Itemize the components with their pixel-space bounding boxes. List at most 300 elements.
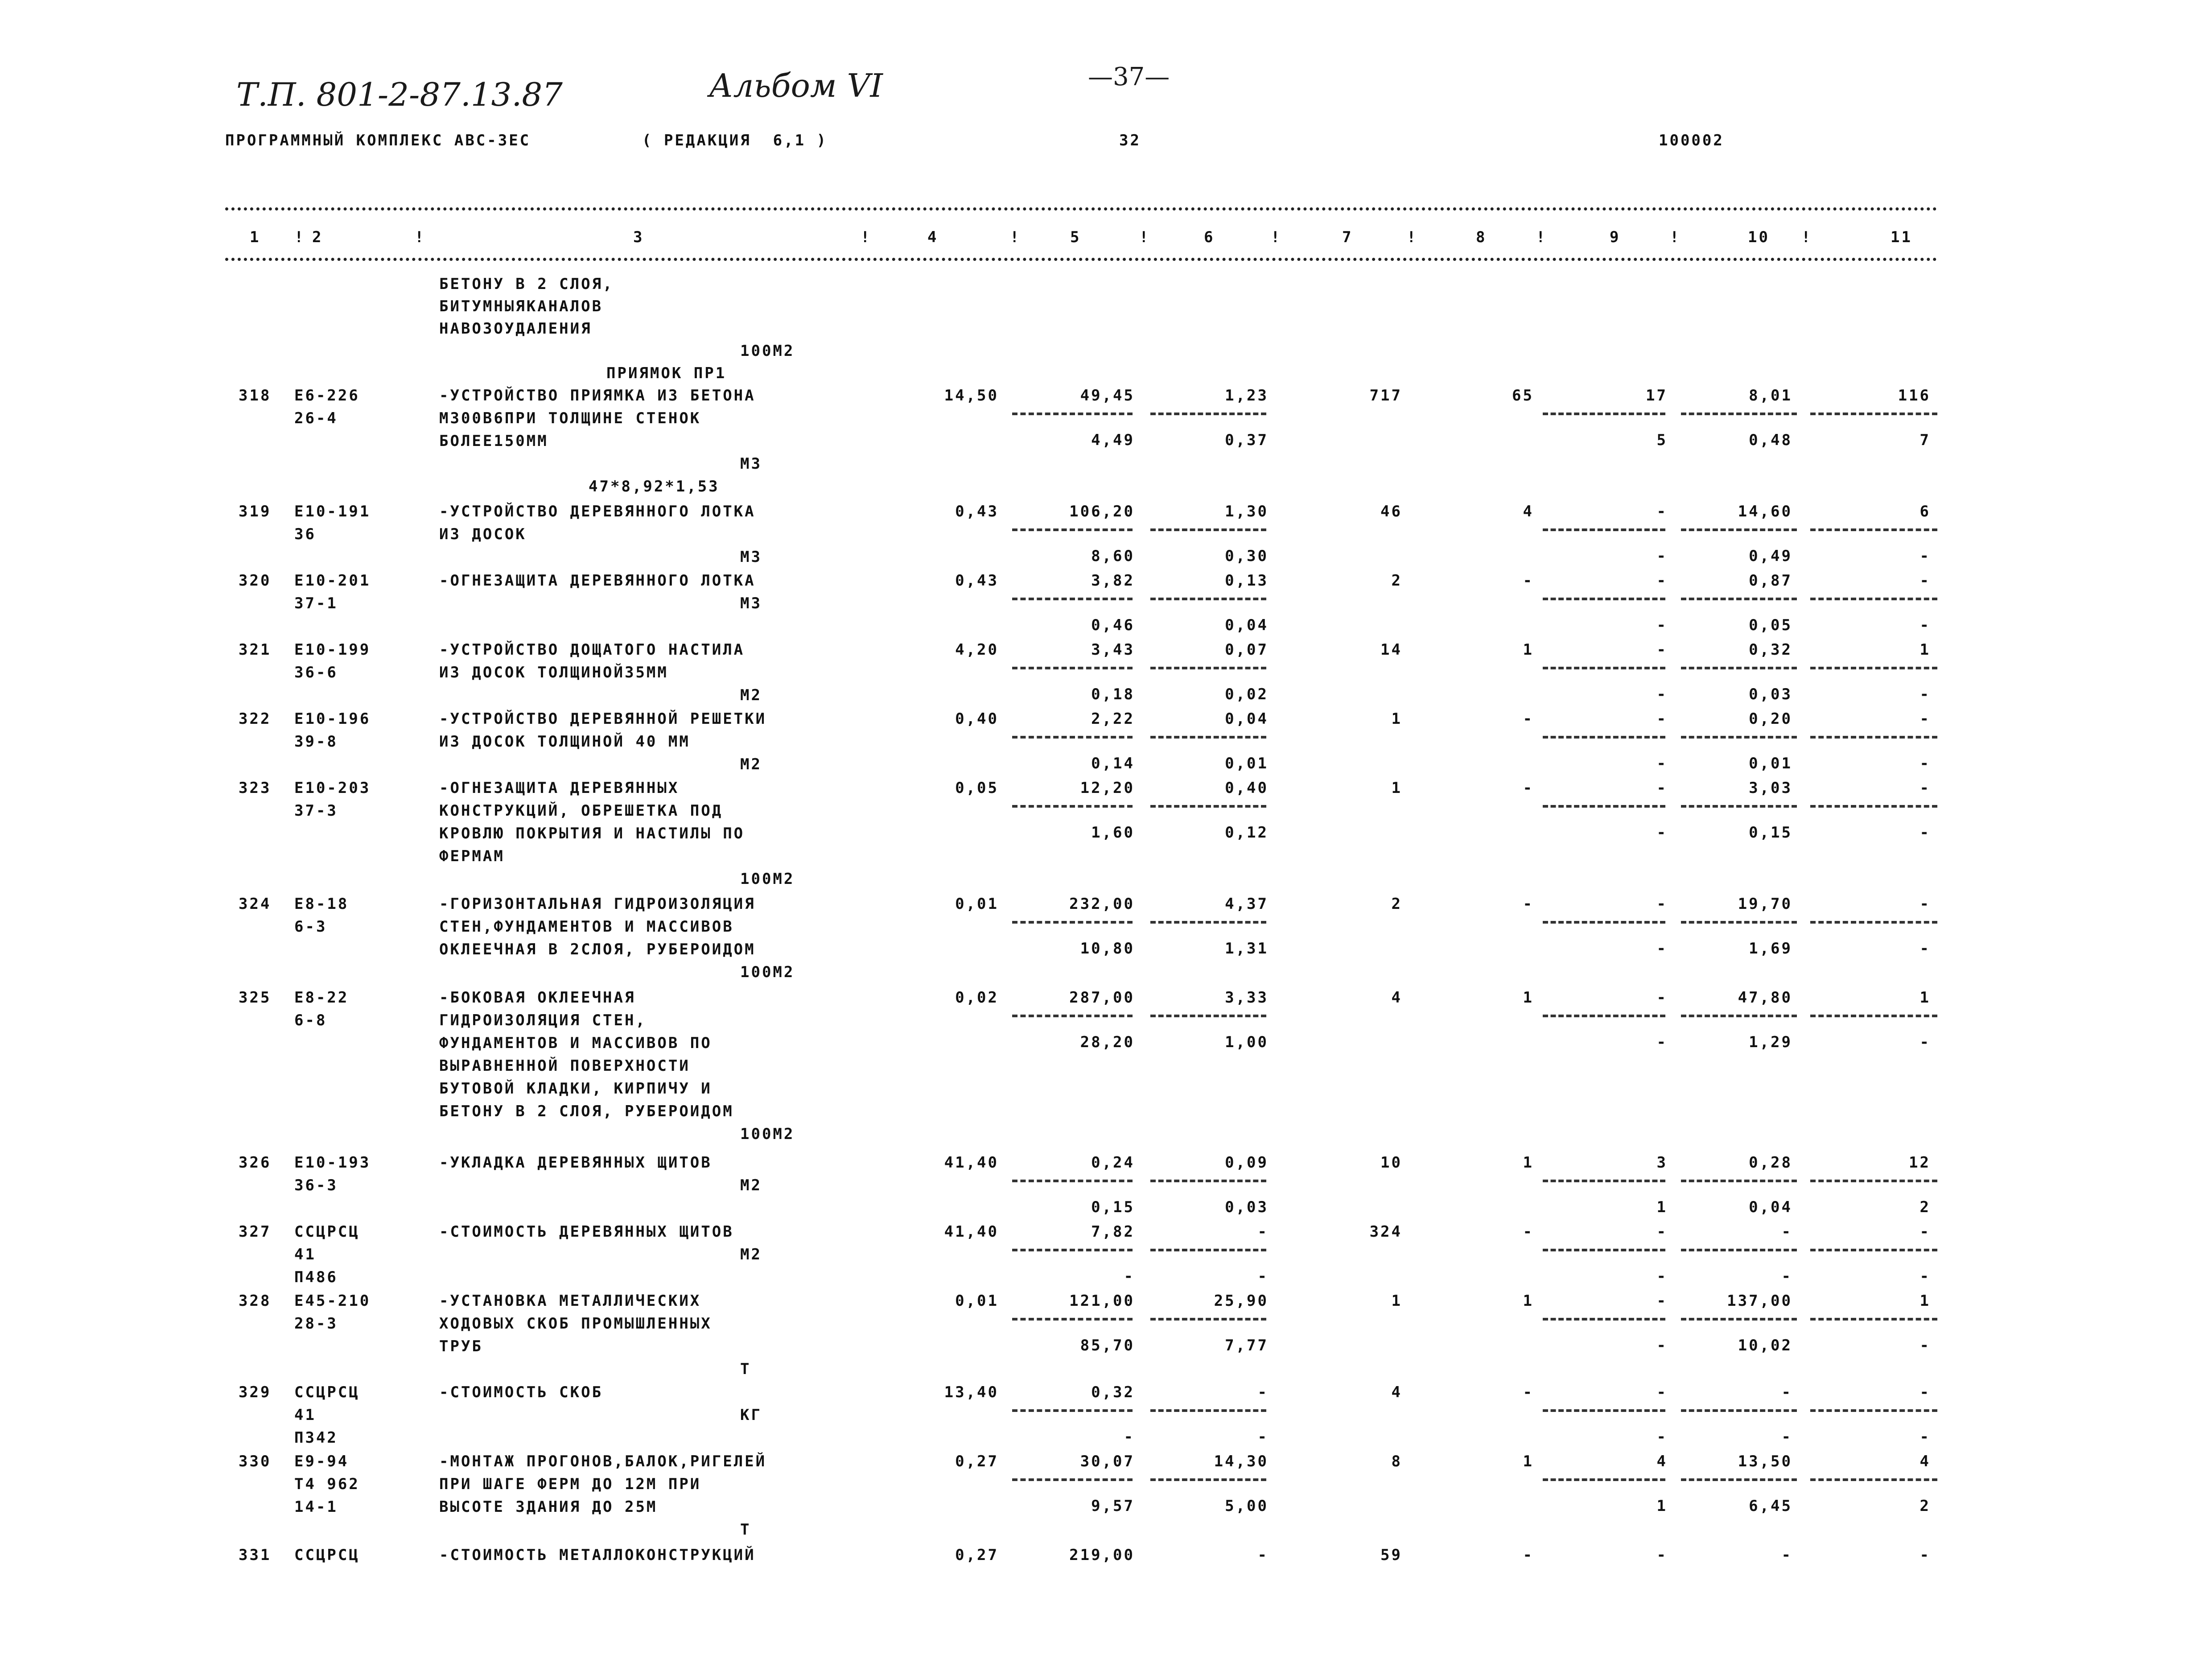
cell-col-4: 0,01 [955,1292,999,1310]
work-description: ИЗ ДОСОК [439,525,527,543]
cell-col-9: - [1656,616,1668,634]
work-description: М300В6ПРИ ТОЛЩИНЕ СТЕНОК [439,409,701,427]
cell-col-7: 59 [1380,1546,1402,1564]
cell-divider [1150,528,1266,531]
cell-col-11: - [1920,1546,1931,1564]
cell-col-4: 13,40 [944,1383,999,1401]
cell-col-11: 7 [1920,431,1931,449]
work-description: ФЕРМАМ [439,847,505,865]
cell-col-10: 3,03 [1749,779,1792,797]
cell-col-5: - [1124,1267,1135,1285]
work-description: БУТОВОЙ КЛАДКИ, КИРПИЧУ И [439,1080,712,1098]
cell-col-11: 12 [1909,1154,1931,1172]
norm-code: Е8-18 [294,895,349,913]
cell-col-6: 0,02 [1225,685,1269,703]
cell-col-6: 4,37 [1225,895,1269,913]
cell-divider [1810,1409,1937,1412]
cell-col-11: 6 [1920,503,1931,520]
norm-code: Т4 962 [294,1475,360,1493]
norm-code: Е10-201 [294,572,371,590]
column-number-11: 11 [1891,228,1912,246]
cell-col-5: 30,07 [1080,1453,1135,1470]
row-number: 323 [239,779,272,797]
work-description: ХОДОВЫХ СКОБ ПРОМЫШЛЕННЫХ [439,1315,712,1333]
cell-col-10: - [1781,1223,1792,1241]
cell-col-9: - [1656,710,1668,728]
work-description: КРОВЛЮ ПОКРЫТИЯ И НАСТИЛЫ ПО [439,825,745,842]
cell-col-5: 3,82 [1091,572,1135,590]
column-number-3: 3 [633,228,644,246]
cell-col-10: 13,50 [1738,1453,1792,1470]
handwritten-reference: Т.П. 801-2-87.13.87 [236,76,563,113]
cell-col-6: 5,00 [1225,1497,1269,1515]
cell-col-6: 0,12 [1225,824,1269,842]
cell-col-5: 287,00 [1069,989,1135,1007]
column-number-5: 5 [1070,228,1081,246]
work-description: -УСТРОЙСТВО ДОЩАТОГО НАСТИЛА [439,641,745,659]
cell-col-10: 6,45 [1749,1497,1792,1515]
cell-divider [1681,413,1797,415]
cell-divider [1150,921,1266,924]
row-number: 327 [239,1223,272,1241]
table-top-rule [225,207,1937,216]
cell-col-8: 1 [1523,1292,1534,1310]
table-header-rule [225,258,1937,266]
unit-label: КГ [740,1406,762,1424]
cell-col-11: 1 [1920,641,1931,659]
cell-col-7: 2 [1391,895,1402,913]
cell-divider [1150,413,1266,415]
cell-col-8: 1 [1523,1154,1534,1172]
cell-divider [1012,528,1133,531]
cell-col-7: 717 [1369,387,1402,404]
cell-divider [1012,1015,1133,1017]
cell-divider [1543,736,1665,739]
cell-col-5: 1,60 [1091,824,1135,842]
cell-divider [1012,805,1133,808]
cell-col-9: - [1656,1292,1668,1310]
cell-col-9: - [1656,895,1668,913]
cell-divider [1810,921,1937,924]
cell-col-9: - [1656,1428,1668,1446]
cell-col-4: 0,01 [955,895,999,913]
column-number-4: 4 [927,228,939,246]
cell-col-6: 25,90 [1214,1292,1269,1310]
work-description: -УСТРОЙСТВО ДЕРЕВЯННОГО ЛОТКА [439,503,756,520]
cell-col-11: 2 [1920,1497,1931,1515]
norm-code: ССЦРСЦ [294,1546,360,1564]
column-separator: ! [1139,228,1150,246]
cell-col-7: 4 [1391,989,1402,1007]
work-description: ВЫСОТЕ ЗДАНИЯ ДО 25М [439,1498,658,1516]
cell-col-10: 14,60 [1738,503,1792,520]
column-separator: ! [1801,228,1812,246]
cell-col-5: 0,46 [1091,616,1135,634]
row-number: 324 [239,895,272,913]
cell-col-6: - [1257,1428,1269,1446]
cell-col-11: - [1920,1428,1931,1446]
row-number: 326 [239,1154,272,1172]
cell-col-10: - [1781,1546,1792,1564]
cell-col-10: 0,01 [1749,755,1792,772]
edition-label: ( РЕДАКЦИЯ 6,1 ) [642,132,828,149]
column-separator: ! [1010,228,1021,246]
row-number: 328 [239,1292,272,1310]
norm-code: Е10-193 [294,1154,371,1172]
cell-divider [1543,805,1665,808]
cell-col-7: 324 [1369,1223,1402,1241]
cell-col-10: 10,02 [1738,1337,1792,1354]
cell-col-9: - [1656,547,1668,565]
norm-code: 6-3 [294,918,327,936]
cell-col-6: 1,31 [1225,940,1269,957]
cell-col-9: 4 [1656,1453,1668,1470]
cell-divider [1543,1318,1665,1321]
row-number: 329 [239,1383,272,1401]
cell-col-4: 0,43 [955,572,999,590]
cell-col-6: 0,01 [1225,755,1269,772]
cell-col-9: - [1656,940,1668,957]
cell-col-5: 232,00 [1069,895,1135,913]
cell-divider [1810,1015,1937,1017]
cell-col-10: - [1781,1383,1792,1401]
work-description: КОНСТРУКЦИЙ, ОБРЕШЕТКА ПОД [439,802,723,820]
work-description: -УСТАНОВКА МЕТАЛЛИЧЕСКИХ [439,1292,701,1310]
cell-divider [1810,598,1937,600]
cell-col-5: 49,45 [1080,387,1135,404]
norm-code: 28-3 [294,1315,338,1333]
work-description: -ОГНЕЗАЩИТА ДЕРЕВЯННОГО ЛОТКА [439,572,756,590]
work-description: ТРУБ [439,1337,483,1355]
cell-divider [1810,1318,1937,1321]
cell-col-10: 8,01 [1749,387,1792,404]
cell-divider [1681,667,1797,669]
cell-divider [1012,736,1133,739]
work-description: -УСТРОЙСТВО ПРИЯМКА ИЗ БЕТОНА [439,387,756,404]
cell-col-10: 0,28 [1749,1154,1792,1172]
cell-col-10: 0,48 [1749,431,1792,449]
sheet-number: 32 [1119,132,1141,149]
cell-col-10: 0,20 [1749,710,1792,728]
intro-line: БЕТОНУ В 2 СЛОЯ, [439,275,614,293]
row-number: 330 [239,1453,272,1470]
cell-col-11: - [1920,940,1931,957]
cell-col-11: - [1920,895,1931,913]
cell-divider [1681,805,1797,808]
norm-code: 37-3 [294,802,338,820]
norm-code: ССЦРСЦ [294,1383,360,1401]
cell-divider [1543,667,1665,669]
cell-col-10: 0,05 [1749,616,1792,634]
cell-col-6: 0,30 [1225,547,1269,565]
cell-col-5: 12,20 [1080,779,1135,797]
cell-col-5: 0,18 [1091,685,1135,703]
program-title: ПРОГРАММНЫЙ КОМПЛЕКС АВС-3ЕС [225,132,531,149]
cell-divider [1012,1180,1133,1182]
work-description: ГИДРОИЗОЛЯЦИЯ СТЕН, [439,1011,647,1029]
cell-col-6: 0,09 [1225,1154,1269,1172]
work-description: -СТОИМОСТЬ МЕТАЛЛОКОНСТРУКЦИЙ [439,1546,756,1564]
cell-divider [1681,1409,1797,1412]
cell-col-8: 4 [1523,503,1534,520]
cell-divider [1681,1318,1797,1321]
cell-col-9: - [1656,779,1668,797]
cell-divider [1543,413,1665,415]
cell-col-9: - [1656,1546,1668,1564]
cell-divider [1810,667,1937,669]
row-number: 322 [239,710,272,728]
cell-col-4: 0,40 [955,710,999,728]
column-separator: ! [1670,228,1681,246]
cell-divider [1150,805,1266,808]
work-description: -БОКОВАЯ ОКЛЕЕЧНАЯ [439,989,636,1007]
cell-col-6: 1,00 [1225,1033,1269,1051]
cell-col-6: - [1257,1546,1269,1564]
norm-code: 41 [294,1406,316,1424]
unit-label: М3 [740,594,762,612]
cell-col-7: 1 [1391,710,1402,728]
cell-divider [1681,921,1797,924]
work-description: БЕТОНУ В 2 СЛОЯ, РУБЕРОИДОМ [439,1102,734,1120]
norm-code: 36-6 [294,664,338,681]
cell-col-11: - [1920,1337,1931,1354]
cell-col-10: 1,69 [1749,940,1792,957]
cell-col-5: 0,15 [1091,1198,1135,1216]
work-description: БОЛЕЕ150ММ [439,432,548,450]
cell-col-6: 0,13 [1225,572,1269,590]
cell-col-9: - [1656,1337,1668,1354]
cell-divider [1543,1015,1665,1017]
cell-col-11: - [1920,824,1931,842]
cell-col-11: - [1920,616,1931,634]
cell-divider [1681,736,1797,739]
cell-col-9: - [1656,755,1668,772]
cell-col-9: - [1656,572,1668,590]
cell-col-5: 85,70 [1080,1337,1135,1354]
cell-divider [1810,1478,1937,1481]
cell-divider [1543,598,1665,600]
norm-code: 14-1 [294,1498,338,1516]
work-description: -МОНТАЖ ПРОГОНОВ,БАЛОК,РИГЕЛЕЙ [439,1453,767,1470]
norm-code: 6-8 [294,1011,327,1029]
norm-code: Е10-203 [294,779,371,797]
cell-divider [1012,1249,1133,1251]
column-separator: ! [1407,228,1418,246]
cell-col-6: 0,04 [1225,710,1269,728]
cell-col-6: 1,23 [1225,387,1269,404]
cell-col-6: 0,07 [1225,641,1269,659]
column-separator: ! [861,228,872,246]
cell-col-4: 4,20 [955,641,999,659]
norm-code: Е9-94 [294,1453,349,1470]
cell-col-5: 8,60 [1091,547,1135,565]
cell-col-10: 137,00 [1727,1292,1792,1310]
cell-col-11: 1 [1920,989,1931,1007]
unit-label: Т [740,1360,751,1378]
cell-col-11: - [1920,1267,1931,1285]
work-description: -СТОИМОСТЬ СКОБ [439,1383,603,1401]
work-description: ФУНДАМЕНТОВ И МАССИВОВ ПО [439,1034,712,1052]
cell-col-6: 0,04 [1225,616,1269,634]
cell-col-11: - [1920,1383,1931,1401]
cell-col-4: 14,50 [944,387,999,404]
unit-label: М2 [740,1176,762,1194]
cell-divider [1012,921,1133,924]
cell-col-9: - [1656,1267,1668,1285]
cell-col-6: 3,33 [1225,989,1269,1007]
cell-col-10: 1,29 [1749,1033,1792,1051]
cell-col-5: - [1124,1428,1135,1446]
cell-col-10: - [1781,1428,1792,1446]
cell-divider [1150,1478,1266,1481]
unit-label: М3 [740,455,762,473]
cell-col-6: 0,37 [1225,431,1269,449]
cell-col-4: 41,40 [944,1154,999,1172]
cell-col-4: 0,43 [955,503,999,520]
cell-col-10: 0,04 [1749,1198,1792,1216]
cell-col-10: - [1781,1267,1792,1285]
work-description: ВЫРАВНЕННОЙ ПОВЕРХНОСТИ [439,1057,690,1075]
cell-col-9: 5 [1656,431,1668,449]
row-number: 320 [239,572,272,590]
cell-col-9: 1 [1656,1497,1668,1515]
cell-col-4: 0,27 [955,1546,999,1564]
column-separator: ! [1271,228,1282,246]
work-description: -УСТРОЙСТВО ДЕРЕВЯННОЙ РЕШЕТКИ [439,710,767,728]
cell-col-11: - [1920,755,1931,772]
work-description: ИЗ ДОСОК ТОЛЩИНОЙ35ММ [439,664,668,681]
cell-divider [1543,528,1665,531]
cell-col-7: 14 [1380,641,1402,659]
cell-col-5: 4,49 [1091,431,1135,449]
row-number: 318 [239,387,272,404]
norm-code: Е6-226 [294,387,360,404]
cell-col-11: - [1920,685,1931,703]
cell-col-5: 0,32 [1091,1383,1135,1401]
cell-divider [1012,413,1133,415]
column-number-1: 1 [250,228,261,246]
cell-divider [1150,1180,1266,1182]
cell-col-5: 0,14 [1091,755,1135,772]
column-separator: ! [294,228,305,246]
column-number-8: 8 [1476,228,1487,246]
cell-col-9: 3 [1656,1154,1668,1172]
cell-col-7: 2 [1391,572,1402,590]
cell-divider [1543,921,1665,924]
cell-col-8: - [1523,779,1534,797]
cell-col-6: 1,30 [1225,503,1269,520]
cell-col-7: 1 [1391,1292,1402,1310]
cell-col-6: 0,03 [1225,1198,1269,1216]
unit-label: 100М2 [740,963,795,981]
cell-col-9: 1 [1656,1198,1668,1216]
cell-col-9: - [1656,1383,1668,1401]
cell-col-8: 1 [1523,1453,1534,1470]
cell-col-8: - [1523,1383,1534,1401]
cell-col-5: 121,00 [1069,1292,1135,1310]
cell-divider [1810,1180,1937,1182]
cell-col-11: - [1920,779,1931,797]
cell-col-9: - [1656,685,1668,703]
column-number-7: 7 [1342,228,1353,246]
cell-col-7: 1 [1391,779,1402,797]
cell-col-6: - [1257,1383,1269,1401]
norm-code: Е10-196 [294,710,371,728]
cell-col-8: - [1523,895,1534,913]
norm-code: Е10-199 [294,641,371,659]
column-number-9: 9 [1610,228,1621,246]
cell-col-8: 1 [1523,641,1534,659]
cell-col-6: 0,40 [1225,779,1269,797]
cell-col-10: 19,70 [1738,895,1792,913]
norm-code: П486 [294,1268,338,1286]
cell-col-9: - [1656,503,1668,520]
cell-col-6: - [1257,1267,1269,1285]
column-number-2: 2 [312,228,323,246]
cell-divider [1681,1015,1797,1017]
cell-col-9: 17 [1646,387,1668,404]
work-description: -СТОИМОСТЬ ДЕРЕВЯННЫХ ЩИТОВ [439,1223,734,1241]
cell-divider [1012,1478,1133,1481]
cell-divider [1681,1180,1797,1182]
row-number: 331 [239,1546,272,1564]
cell-divider [1810,528,1937,531]
handwritten-album: Альбом VI [709,67,883,104]
unit-label: 100М2 [740,870,795,888]
cell-divider [1150,1015,1266,1017]
cell-divider [1543,1249,1665,1251]
cell-col-11: - [1920,1223,1931,1241]
page-number: —37— [1088,62,1170,91]
cell-col-6: - [1257,1223,1269,1241]
column-number-6: 6 [1204,228,1215,246]
cell-col-7: 4 [1391,1383,1402,1401]
work-description: ОКЛЕЕЧНАЯ В 2СЛОЯ, РУБЕРОИДОМ [439,941,756,958]
cell-col-5: 9,57 [1091,1497,1135,1515]
cell-col-11: - [1920,1033,1931,1051]
cell-col-11: - [1920,547,1931,565]
cell-col-8: 1 [1523,989,1534,1007]
cell-col-11: - [1920,572,1931,590]
norm-code: 41 [294,1246,316,1263]
cell-col-4: 0,27 [955,1453,999,1470]
norm-code: 39-8 [294,733,338,751]
cell-divider [1681,528,1797,531]
row-number: 321 [239,641,272,659]
cell-divider [1681,1249,1797,1251]
cell-divider [1810,805,1937,808]
cell-divider [1810,1249,1937,1251]
cell-col-11: 1 [1920,1292,1931,1310]
cell-col-10: 0,32 [1749,641,1792,659]
row-number: 319 [239,503,272,520]
norm-code: Е8-22 [294,989,349,1007]
intro-line: 100М2 [740,342,795,360]
norm-code: 37-1 [294,594,338,612]
cell-col-8: - [1523,1223,1534,1241]
cell-col-4: 0,02 [955,989,999,1007]
work-description: -ГОРИЗОНТАЛЬНАЯ ГИДРОИЗОЛЯЦИЯ [439,895,756,913]
cell-col-4: 41,40 [944,1223,999,1241]
norm-code: 36-3 [294,1176,338,1194]
unit-label: М2 [740,755,762,773]
norm-code: 26-4 [294,409,338,427]
cell-col-5: 10,80 [1080,940,1135,957]
cell-divider [1810,736,1937,739]
cell-col-5: 0,24 [1091,1154,1135,1172]
column-separator: ! [415,228,426,246]
cell-divider [1150,1249,1266,1251]
